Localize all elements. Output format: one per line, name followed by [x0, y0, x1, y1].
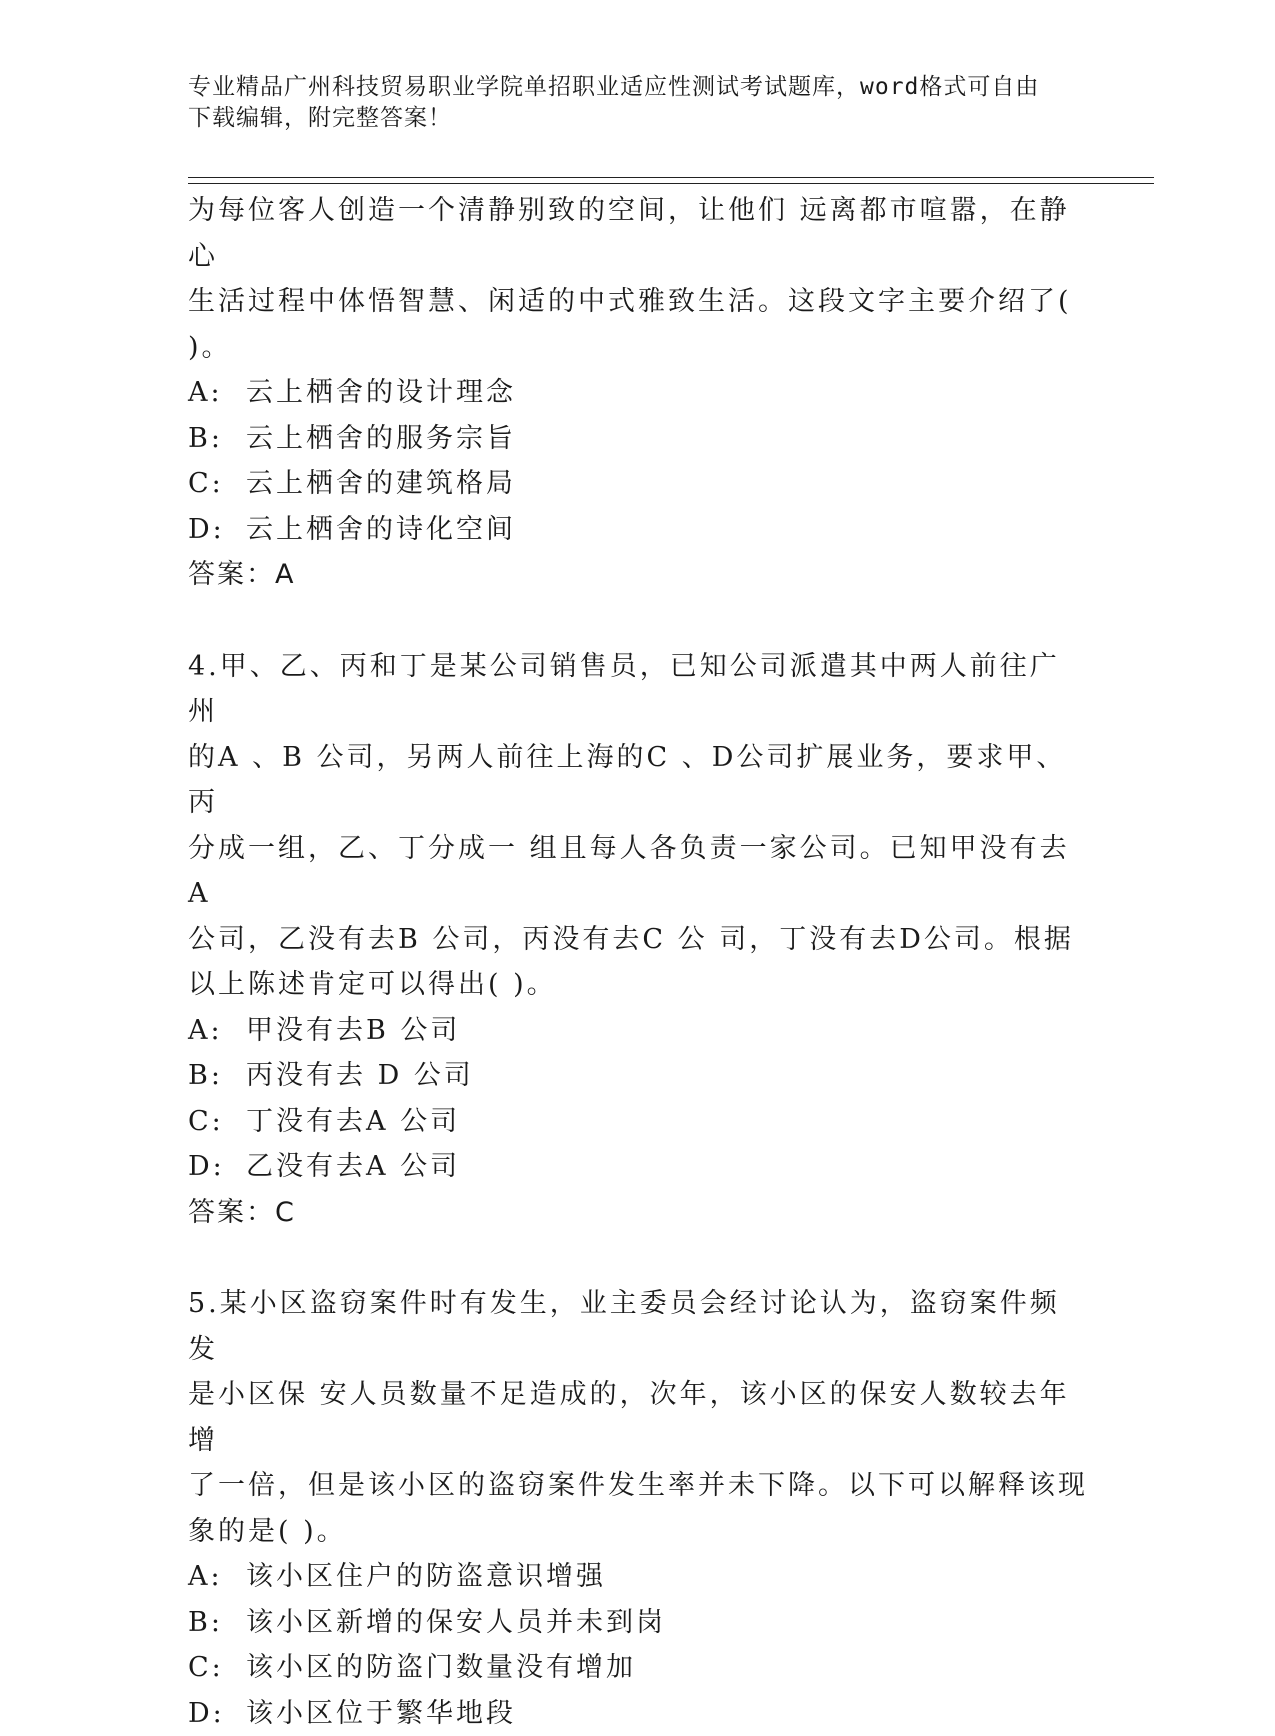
option-letter: D:: [188, 1691, 246, 1736]
question-stem-line: 公司，乙没有去B 公司，丙没有去C 公 司，丁没有去D公司。根据: [188, 917, 1088, 963]
document-body: [188, 188, 1088, 1736]
option-a: [188, 1554, 1088, 1600]
option-letter: B:: [188, 1053, 246, 1099]
option-letter: B:: [188, 1600, 246, 1646]
question-stem-line: 是小区保 安人员数量不足造成的，次年，该小区的保安人数较去年增: [188, 1372, 1088, 1463]
option-c: [188, 1645, 1088, 1691]
option-text: 丁没有去A 公司: [246, 1099, 460, 1145]
answer-line: 答案：C: [188, 1190, 1088, 1236]
question-stem-line: 以上陈述肯定可以得出( )。: [188, 962, 1088, 1008]
option-d: [188, 1691, 1088, 1736]
option-letter: D:: [188, 1144, 246, 1190]
option-text: 云上栖舍的诗化空间: [246, 507, 516, 553]
document-header: [188, 72, 1088, 134]
option-letter: A:: [188, 1554, 246, 1600]
option-text: 该小区住户的防盗意识增强: [246, 1554, 606, 1600]
option-b: [188, 1053, 1088, 1099]
option-text: 丙没有去 D 公司: [246, 1053, 474, 1099]
option-b: [188, 1600, 1088, 1646]
header-rule-top: [188, 177, 1154, 178]
option-c: [188, 461, 1088, 507]
option-letter: C:: [188, 1099, 246, 1145]
question-stem-line: )。: [188, 325, 1088, 371]
option-letter: D:: [188, 507, 246, 553]
question-stem-line: 象的是( )。: [188, 1509, 1088, 1555]
option-text: 该小区新增的保安人员并未到岗: [246, 1600, 666, 1646]
question-stem-line: 4.甲、乙、丙和丁是某公司销售员，已知公司派遣其中两人前往广州: [188, 644, 1088, 735]
option-a: [188, 370, 1088, 416]
question-3: [188, 188, 1088, 598]
question-stem-line: 分成一组，乙、丁分成一 组且每人各负责一家公司。已知甲没有去A: [188, 826, 1088, 917]
option-text: 该小区位于繁华地段: [246, 1691, 516, 1736]
answer-line: 答案：A: [188, 552, 1088, 598]
option-letter: C:: [188, 1645, 246, 1691]
option-letter: A:: [188, 1008, 246, 1054]
question-stem-line: 的A 、B 公司，另两人前往上海的C 、D公司扩展业务，要求甲、丙: [188, 735, 1088, 826]
option-text: 乙没有去A 公司: [246, 1144, 460, 1190]
header-rule-bottom: [188, 183, 1154, 184]
option-letter: A:: [188, 370, 246, 416]
header-line-2: 下载编辑，附完整答案！: [188, 103, 1088, 134]
option-a: [188, 1008, 1088, 1054]
question-stem-line: 生活过程中体悟智慧、闲适的中式雅致生活。这段文字主要介绍了(: [188, 279, 1088, 325]
question-5: [188, 1281, 1088, 1736]
question-stem-line: 5.某小区盗窃案件时有发生，业主委员会经讨论认为，盗窃案件频发: [188, 1281, 1088, 1372]
header-line-1: 专业精品广州科技贸易职业学院单招职业适应性测试考试题库，word格式可自由: [188, 72, 1088, 103]
option-d: [188, 1144, 1088, 1190]
option-text: 云上栖舍的建筑格局: [246, 461, 516, 507]
question-stem-line: 了一倍，但是该小区的盗窃案件发生率并未下降。以下可以解释该现: [188, 1463, 1088, 1509]
option-c: [188, 1099, 1088, 1145]
option-text: 云上栖舍的设计理念: [246, 370, 516, 416]
option-text: 甲没有去B 公司: [246, 1008, 460, 1054]
question-stem-line: 为每位客人创造一个清静别致的空间，让他们 远离都市喧嚣，在静心: [188, 188, 1088, 279]
question-4: [188, 644, 1088, 1236]
option-text: 该小区的防盗门数量没有增加: [246, 1645, 636, 1691]
option-text: 云上栖舍的服务宗旨: [246, 416, 516, 462]
option-b: [188, 416, 1088, 462]
option-d: [188, 507, 1088, 553]
option-letter: B:: [188, 416, 246, 462]
option-letter: C:: [188, 461, 246, 507]
